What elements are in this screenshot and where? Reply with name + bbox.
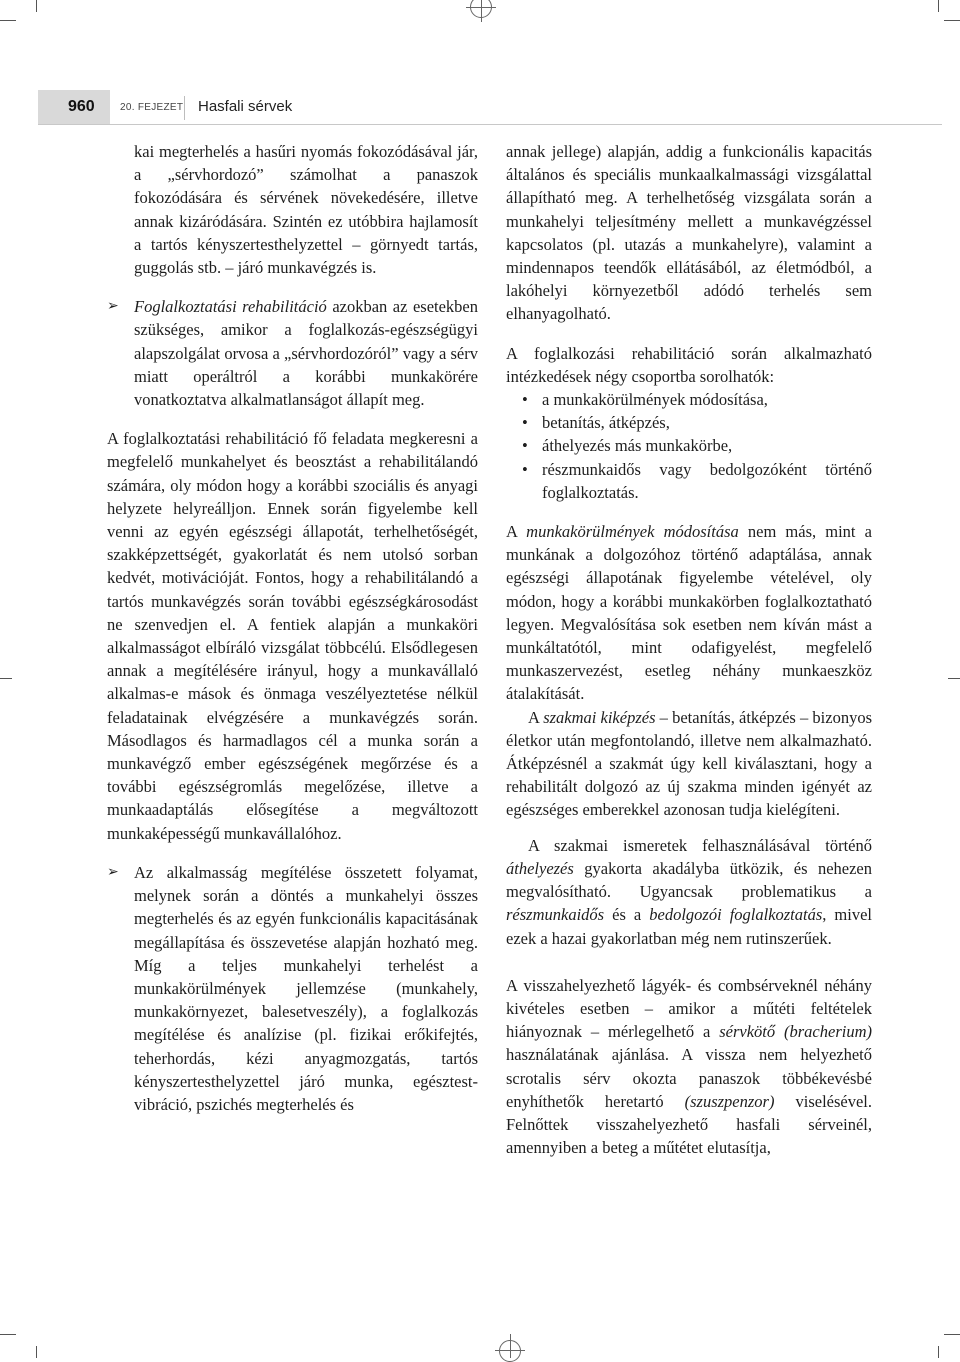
registration-mark-bottom-h [495, 1350, 525, 1351]
crop-mark-mid-left [0, 678, 12, 679]
emphasis: sérvkötő (bracherium) [719, 1022, 872, 1042]
emphasis: szakmai kiképzés [543, 707, 656, 727]
running-header [38, 90, 960, 126]
paragraph: A foglalkozási rehabilitáció során alkalmazható intézkedések négy csoportba sorolhatók: [506, 343, 872, 386]
chapter-label: 20. FEJEZET [120, 102, 184, 113]
paragraph: A foglalkoztatási rehabilitáció fő feladata megkeresni a megfelelő munkahelyet és beosztást a rehabilitálandó számára, oly módon hogy a korábbi szociális és anyagi helyzete helyreálljon. Ennek során figyelembe kell venni az egyén egészségi állapotát, terhelhetőségét, szakképzettségét, gyakorlatát és nem utolsó sorban kedvét, motivációját. Fontos, hogy a rehabilitálandó a tartós munkavégzés során további egészségkárosodást ne szenvedjen el. A fentiek alapján a munkaköri alkalmasságot elbíráló vizsgálat többcélú. Elsődlegesen annak a megítélésére irányul, hogy a munkavállaló alkalmas-e mások és önmaga veszélyeztetése nélkül feladatainak elvégzésére a munkavégzés során. Másodlagos és harmadlagos cél a munka során a munkavégző ember egészségének megőrzése és a további egészségromlás megelőzése, illetve a munkaadaptálás elősegítése a megváltozott munkaképességű munkavállalóhoz. [107, 429, 478, 843]
crop-mark-mid-right [948, 678, 960, 679]
list-item: • betanítás, átképzés, [506, 411, 872, 434]
list-item: • a munkakörülmények módosítása, [506, 388, 872, 411]
paragraph: A munkakörülmények módosítása nem más, mint a munkának a dolgozóhoz történő adaptálása, annak egészségi állapotának figyelembe vételével, oly módon, hogy a korábbi munkakörben foglalkoztatható legyen. Megvalósítása sok esetben nem kíván mást a munkáltatótól, mint odafigyelést, megfelelő munkaszervezést, esetleg néhány munkaeszköz átalakítását. [506, 522, 872, 704]
paragraph: A szakmai ismeretek felhasználásával történő áthelyezés gyakorta akadályba ütközik, és nehezen megvalósítható. Ugyancsak problematikus a részmunkaidős és a bedolgozói foglalkoztatás, mivel ezek a hazai gyakorlatban még nem rutinszerűek. [506, 835, 873, 948]
crop-mark-top-right [944, 20, 960, 21]
emphasis: Foglalkoztatási rehabilitáció [134, 297, 327, 317]
emphasis: részmunkaidős [506, 905, 605, 925]
crop-mark-bottom-right-v [938, 1346, 939, 1358]
arrow-bullet-icon: ➢ [107, 863, 119, 880]
arrow-bullet-paragraph [107, 295, 478, 411]
section-title: Hasfali sérvek [198, 98, 293, 115]
text: Az alkalmasság megítélése összetett folyamat, melynek során a döntés a munkahelyi összes megterhelés és az egyén funkcionális kapacitásának megállapítása és összevetése alapján hozható meg. Míg a teljes munkahelyi terhelést a munkakörülmények jellemzése (munkahely, munkakörnyezet, balesetveszély), a foglalkozás megítélése és analízise (pl. fizikai erőkifejtés, teherhordás, kézi anyagmozgatás, tartós kényszertesthelyzettel járó munka, egésztest-vibráció, pszichés megterhelés és [134, 862, 478, 1114]
crop-mark-bottom-left [0, 1334, 16, 1335]
registration-mark-top-h [466, 7, 496, 8]
text: azokban az esetekben szükséges, amikor a foglalkozás-egészségügyi alapszolgálat orvosa a „sérvhordozóról” vagy a sérv miatt operáltról a korábbi munkakörére vonatkoztatva alkalmatlanságot állapít meg. [134, 297, 479, 410]
header-rule [38, 124, 942, 125]
right-column [506, 140, 872, 1159]
arrow-bullet-paragraph [107, 861, 478, 1116]
crop-mark-top-right-v [938, 0, 939, 12]
bullet-icon: • [522, 436, 528, 456]
measures-list [506, 388, 872, 504]
left-column [107, 140, 478, 1116]
emphasis: (szuszpenzor) [684, 1091, 775, 1111]
crop-mark-bottom-left-v [36, 1346, 37, 1358]
bullet-icon: • [522, 459, 528, 479]
paragraph: kai megterhelés a hasűri nyomás fokozódásával jár, a „sérvhordozó” számolhat a panaszok fokozódására és sérvének növekedésére, illetve annak kizáródására. Szintén ez utóbbira hajlamosít a tartós kényszertesthelyzettel – görnyedt tartás, guggolás stb. – járó munkavégzés is. [134, 142, 478, 278]
paragraph: A szakmai kiképzés – betanítás, átképzés – bizonyos életkor után megfontolandó, illetve nem alkalmazható. Átképzésnél a szakmát úgy kell kiválasztani, hogy a rehabilitált dolgozó az új szakma minden igényét az egészséges emberekkel azonosan tudja kielégíteni. [506, 707, 872, 820]
emphasis: áthelyezés [506, 858, 574, 878]
registration-mark-bottom-v [510, 1334, 511, 1358]
bullet-icon: • [522, 413, 528, 433]
paragraph: annak jellege) alapján, addig a funkcionális kapacitás általános és speciális munkaalkalmassági vizsgálattal állapítható meg. A terhelhetőség vizsgálata során a munkahelyi teljesítmény mellett a munkavégzéssel kapcsolatos (pl. utazás a munkahelyre), valamint a mindennapos teendők ellátásából, az életmódból, a lakóhelyi környezetből adódó terhelés sem elhanyagolható. [506, 142, 872, 324]
emphasis: bedolgozói foglalkoztatás [649, 905, 823, 925]
arrow-bullet-icon: ➢ [107, 298, 119, 315]
list-item: • áthelyezés más munkakörbe, [506, 434, 872, 457]
page-number-box [38, 90, 110, 124]
bullet-icon: • [522, 390, 528, 410]
emphasis: munkakörülmények módosítása [526, 522, 739, 542]
header-divider [184, 96, 185, 120]
crop-mark-top-left [0, 20, 16, 21]
paragraph: A visszahelyezhető lágyék- és combsérveknél néhány kivételes esetben – amikor a műtéti feltételek hiányoznak – mérlegelhető a sérvkötő (bracherium) használatának ajánlása. A vissza nem helyezhető scrotalis sérv okozta panaszok többékevésbé enyhíthetők heretartó (szuszpenzor) viselésével. Felnőttek visszahelyezhető hasfali sérveinél, amennyiben a beteg a műtétet elutasítja, [506, 975, 873, 1158]
crop-mark-bottom-right [944, 1334, 960, 1335]
list-item: • részmunkaidős vagy bedolgozóként történő foglalkoztatás. [522, 459, 872, 502]
page-number: 960 [68, 98, 95, 115]
crop-mark-top-left-v [36, 0, 37, 12]
registration-mark-top-v [481, 0, 482, 22]
